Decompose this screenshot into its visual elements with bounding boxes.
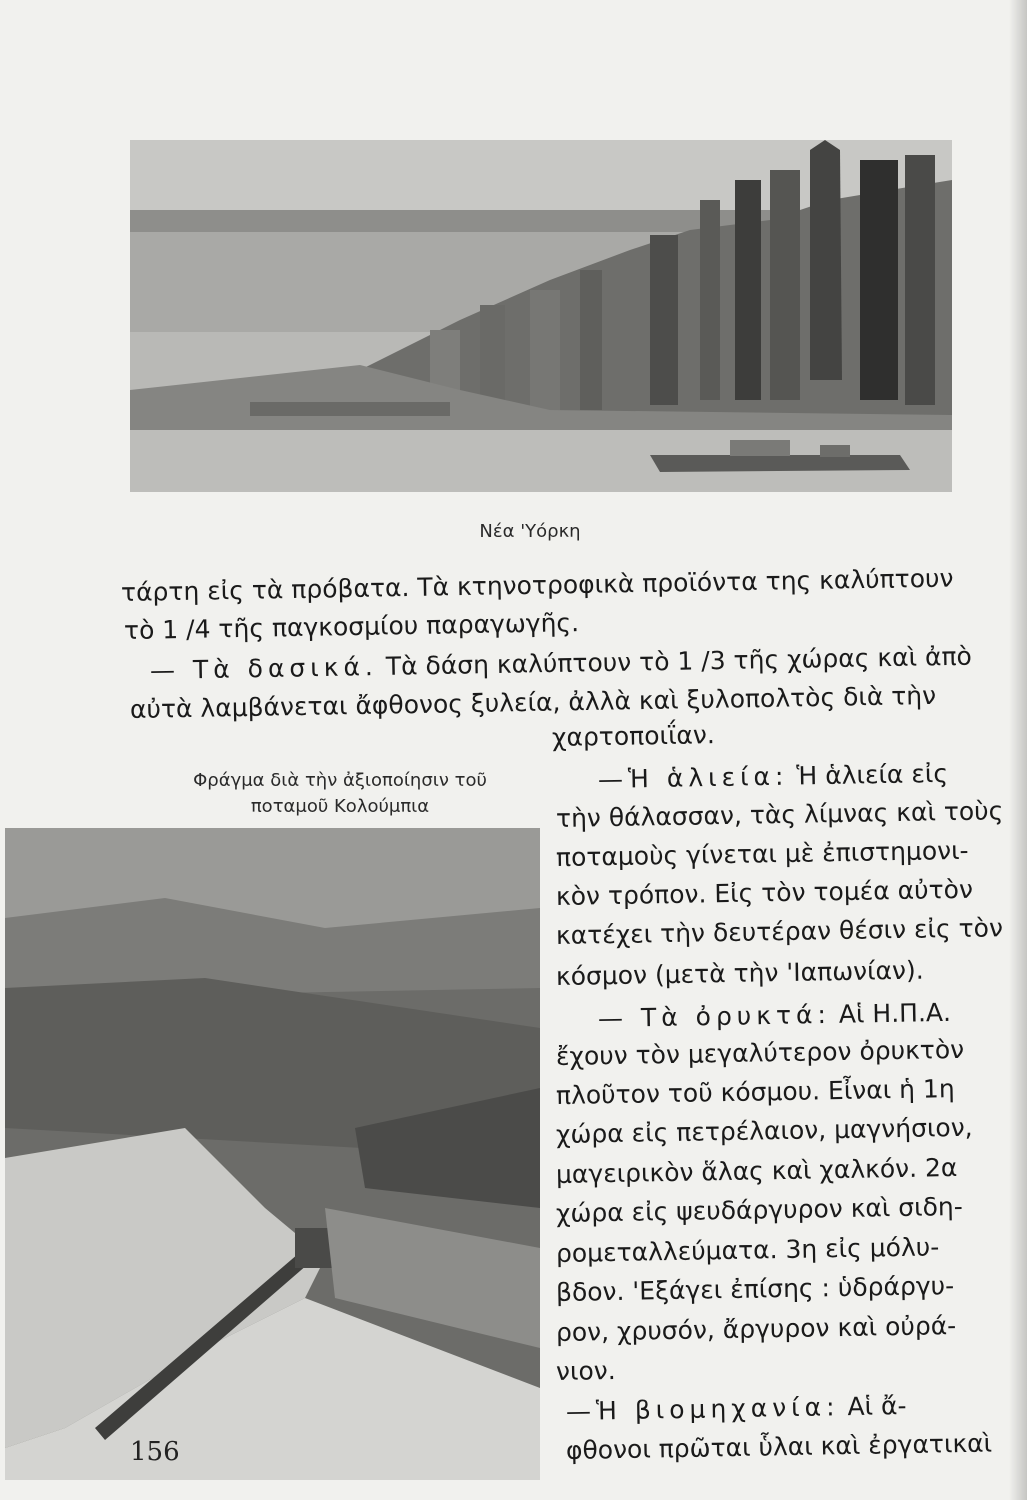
text-line-17: χώρα εἰς ψευδάργυρον καὶ σιδη-	[555, 1191, 964, 1228]
dam-caption	[150, 768, 530, 820]
text-line-22	[566, 1391, 907, 1426]
text-line-6-body: Ἡ ἁλιεία εἰς	[796, 758, 949, 791]
new-york-caption: Νέα 'Υόρκη	[479, 521, 581, 542]
dam-caption-line-2: ποταμοῦ Κολούμπια	[250, 796, 430, 817]
text-line-12	[598, 998, 951, 1033]
text-line-12-body: Αἱ Η.Π.Α.	[838, 997, 952, 1029]
text-line-4: αὐτὰ λαμβάνεται ἄφθονος ξυλεία, ἀλλὰ καὶ ξυλοπολτὸς διὰ τὴν	[129, 680, 937, 724]
text-line-18: ρομεταλλεύματα. 3η εἰς μόλυ-	[555, 1232, 940, 1268]
text-line-5: χαρτοποιΐαν.	[551, 720, 716, 752]
text-line-3	[150, 642, 972, 685]
text-line-7: τὴν θάλασσαν, τὰς λίμνας καὶ τοὺς	[555, 796, 1004, 833]
text-line-6	[598, 759, 948, 794]
text-line-22-body: Αἱ ἄ-	[847, 1391, 907, 1422]
page-edge-shadow	[1009, 0, 1027, 1500]
text-line-21: νιον.	[555, 1355, 616, 1386]
text-line-20: ρον, χρυσόν, ἄργυρον καὶ οὐρά-	[555, 1311, 957, 1347]
text-line-19: βδον. 'Εξάγει ἐπίσης : ὑδράργυ-	[555, 1271, 955, 1307]
text-line-15: χώρα εἰς πετρέλαιον, μαγνήσιον,	[555, 1112, 973, 1149]
text-line-1: τάρτη εἰς τὰ πρόβατα. Τὰ κτηνοτροφικὰ προϊόντα της καλύπτουν	[120, 563, 954, 607]
text-line-16: μαγειρικὸν ἅλας καὶ χαλκόν. 2α	[555, 1152, 958, 1189]
text-line-2: τὸ 1 /4 τῆς παγκοσμίου παραγωγῆς.	[123, 608, 580, 645]
text-line-3-body: Τὰ δάση καλύπτουν τὸ 1 /3 τῆς χώρας καὶ ἀπὸ	[385, 641, 973, 681]
section-heading-fishing: —Ἡ ἁλιεία:	[597, 761, 789, 794]
section-heading-industry: —Ἡ βιομηχανία:	[565, 1392, 840, 1426]
text-line-14: πλοῦτον τοῦ κόσμου. Εἶναι ἡ 1η	[555, 1074, 955, 1110]
text-line-23: φθονοι πρῶται ὗλαι καὶ ἐργατικαὶ	[565, 1428, 993, 1465]
text-line-13: ἔχουν τὸν μεγαλύτερον ὀρυκτὸν	[555, 1034, 965, 1071]
dam-caption-line-1: Φράγμα διὰ τὴν ἀξιοποίησιν τοῦ	[193, 770, 487, 791]
text-line-10: κατέχει τὴν δευτέραν θέσιν εἰς τὸν	[555, 913, 1004, 950]
page-number: 156	[130, 1437, 180, 1467]
columbia-dam-photo	[5, 828, 540, 1480]
text-line-11: κόσμον (μετὰ τὴν 'Ιαπωνίαν).	[555, 955, 924, 991]
section-heading-minerals: — Τὰ ὀρυκτά:	[597, 999, 832, 1033]
section-heading-forest: — Τὰ δασικά.	[149, 652, 379, 685]
text-line-9: κὸν τρόπον. Εἰς τὸν τομέα αὐτὸν	[555, 874, 974, 911]
text-line-8: ποταμοὺς γίνεται μὲ ἐπιστημονι-	[555, 835, 969, 872]
new-york-photo	[130, 140, 952, 492]
